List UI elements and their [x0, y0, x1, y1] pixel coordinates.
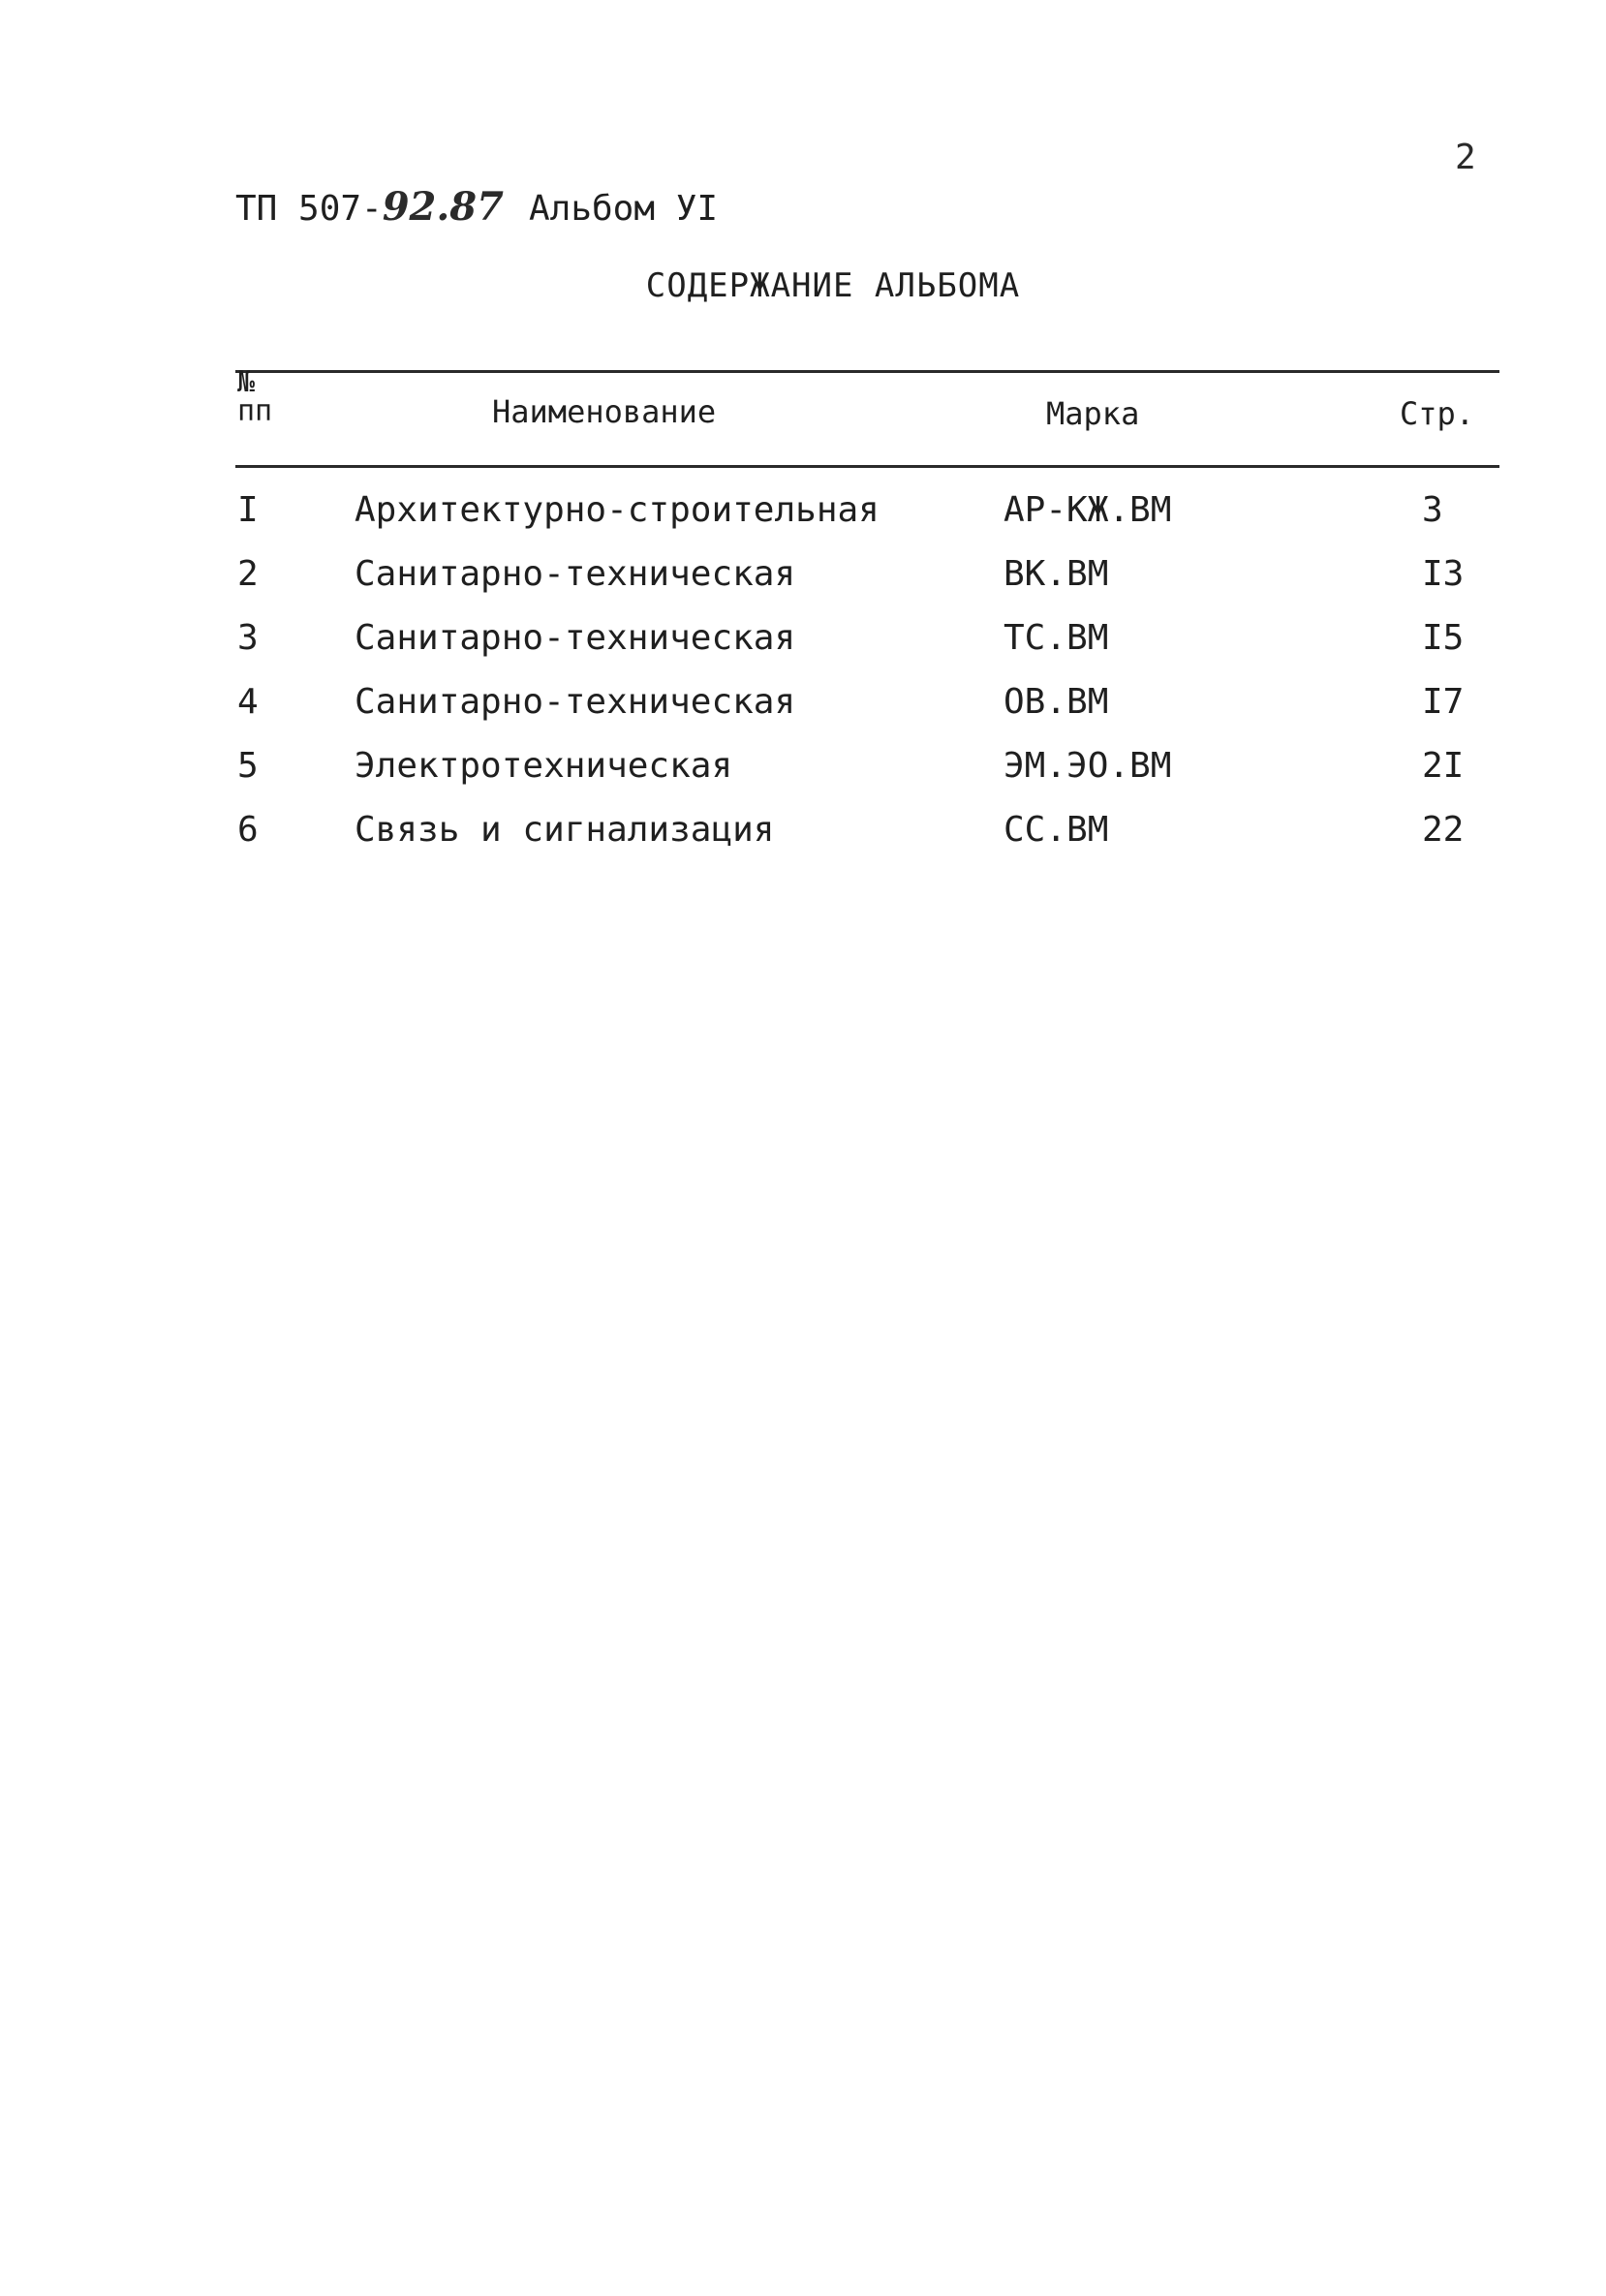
table-row	[0, 804, 1606, 868]
row-name: Архитектурно-строительная	[355, 490, 880, 530]
row-page: I5	[1422, 618, 1465, 658]
column-header-number-sign: №	[237, 365, 256, 399]
table-row	[0, 484, 1606, 548]
column-header-page: Стр.	[1400, 395, 1475, 432]
row-name: Связь и сигнализация	[355, 810, 775, 850]
row-mark: ВК.ВМ	[1004, 554, 1109, 594]
page-title: СОДЕРЖАНИЕ АЛЬБОМА	[645, 266, 1021, 305]
table-row	[0, 740, 1606, 804]
row-page: I7	[1422, 682, 1465, 722]
column-header-mark: Марка	[1046, 395, 1140, 432]
row-number: 5	[237, 746, 259, 786]
column-header-number-pp: пп	[237, 394, 273, 428]
row-mark: АР-КЖ.ВМ	[1004, 490, 1172, 530]
column-header-number	[237, 365, 273, 428]
table-row	[0, 676, 1606, 740]
table-row	[0, 548, 1606, 612]
row-name: Электротехническая	[355, 746, 733, 786]
row-name: Санитарно-техническая	[355, 554, 796, 594]
row-number: 3	[237, 618, 259, 658]
row-mark: ОВ.ВМ	[1004, 682, 1109, 722]
row-name: Санитарно-техническая	[355, 618, 796, 658]
row-mark: ТС.ВМ	[1004, 618, 1109, 658]
page-number: 2	[1455, 138, 1476, 177]
row-page: I3	[1422, 554, 1465, 594]
table-row	[0, 612, 1606, 676]
table-body	[0, 484, 1606, 868]
row-number: I	[237, 490, 259, 530]
row-number: 6	[237, 810, 259, 850]
document-header	[235, 184, 718, 230]
row-mark: СС.ВМ	[1004, 810, 1109, 850]
document-code: ТП 507-	[235, 189, 383, 229]
document-code-handwritten: 92.87	[382, 184, 504, 230]
row-page: 2I	[1422, 746, 1465, 786]
row-number: 2	[237, 554, 259, 594]
row-page: 3	[1422, 490, 1443, 530]
row-mark: ЭМ.ЭО.ВМ	[1004, 746, 1172, 786]
table-header-rule	[235, 465, 1499, 468]
album-label: Альбом УI	[528, 189, 719, 229]
row-page: 22	[1422, 810, 1465, 850]
column-header-name: Наименование	[492, 393, 717, 430]
row-number: 4	[237, 682, 259, 722]
row-name: Санитарно-техническая	[355, 682, 796, 722]
table-top-rule	[235, 370, 1499, 373]
